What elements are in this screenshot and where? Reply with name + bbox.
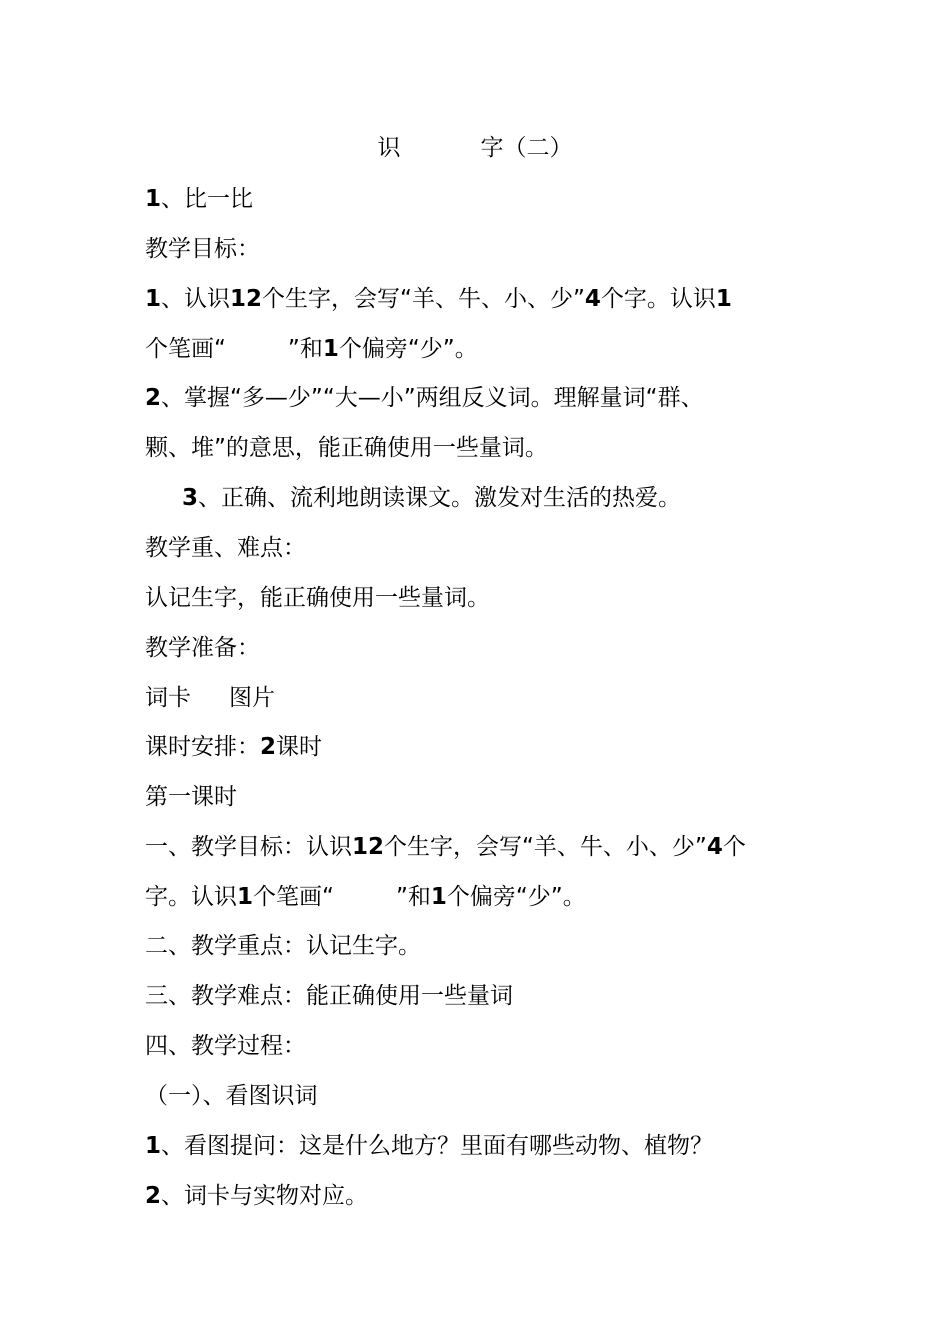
title-left: 识 — [377, 135, 401, 161]
lesson-one-heading: 第一课时 — [145, 784, 237, 810]
process-item-2: 2、词卡与实物对应。 — [145, 1183, 369, 1209]
key-points-text: 认记生字，能正确使用一些量词。 — [145, 585, 490, 611]
lesson-difficulty: 三、教学难点：能正确使用一些量词 — [145, 983, 513, 1009]
stroke-prefix: 个笔画“ — [145, 336, 226, 362]
objectives-label: 教学目标： — [145, 236, 260, 262]
lesson-process-label: 四、教学过程： — [145, 1033, 306, 1059]
lesson-stroke-suffix: ”和1个偏旁“少”。 — [395, 884, 586, 910]
objective-3: 3、正确、流利地朗读课文。激发对生活的热爱。 — [182, 485, 682, 511]
title-right: 字（二） — [480, 135, 573, 161]
process-step-one: （一）、看图识词 — [145, 1083, 318, 1109]
page-title — [0, 133, 950, 163]
schedule: 课时安排：2课时 — [145, 734, 323, 760]
process-item-1: 1、看图提问：这是什么地方？里面有哪些动物、植物？ — [145, 1133, 714, 1159]
lesson-objectives-line-2 — [145, 882, 586, 912]
lesson-stroke-prefix: 字。认识1个笔画“ — [145, 884, 334, 910]
preparation-label: 教学准备： — [145, 635, 260, 661]
objective-2-line-1: 2、掌握“多—少”“大—小”两组反义词。理解量词“群、 — [145, 385, 704, 411]
section-heading: 1、比一比 — [145, 186, 254, 212]
preparation-items — [145, 683, 275, 713]
stroke-suffix: ”和1个偏旁“少”。 — [287, 336, 478, 362]
preparation-pictures: 图片 — [229, 685, 275, 711]
objective-1-line-2 — [145, 334, 478, 364]
lesson-objectives-line-1: 一、教学目标：认识12个生字，会写“羊、牛、小、少”4个 — [145, 834, 746, 860]
preparation-word-cards: 词卡 — [145, 685, 191, 711]
objective-2-line-2: 颗、堆”的意思，能正确使用一些量词。 — [145, 435, 548, 461]
key-points-label: 教学重、难点： — [145, 535, 306, 561]
lesson-key-point: 二、教学重点：认记生字。 — [145, 933, 421, 959]
objective-1-line-1: 1、认识12个生字，会写“羊、牛、小、少”4个字。认识1 — [145, 286, 732, 312]
